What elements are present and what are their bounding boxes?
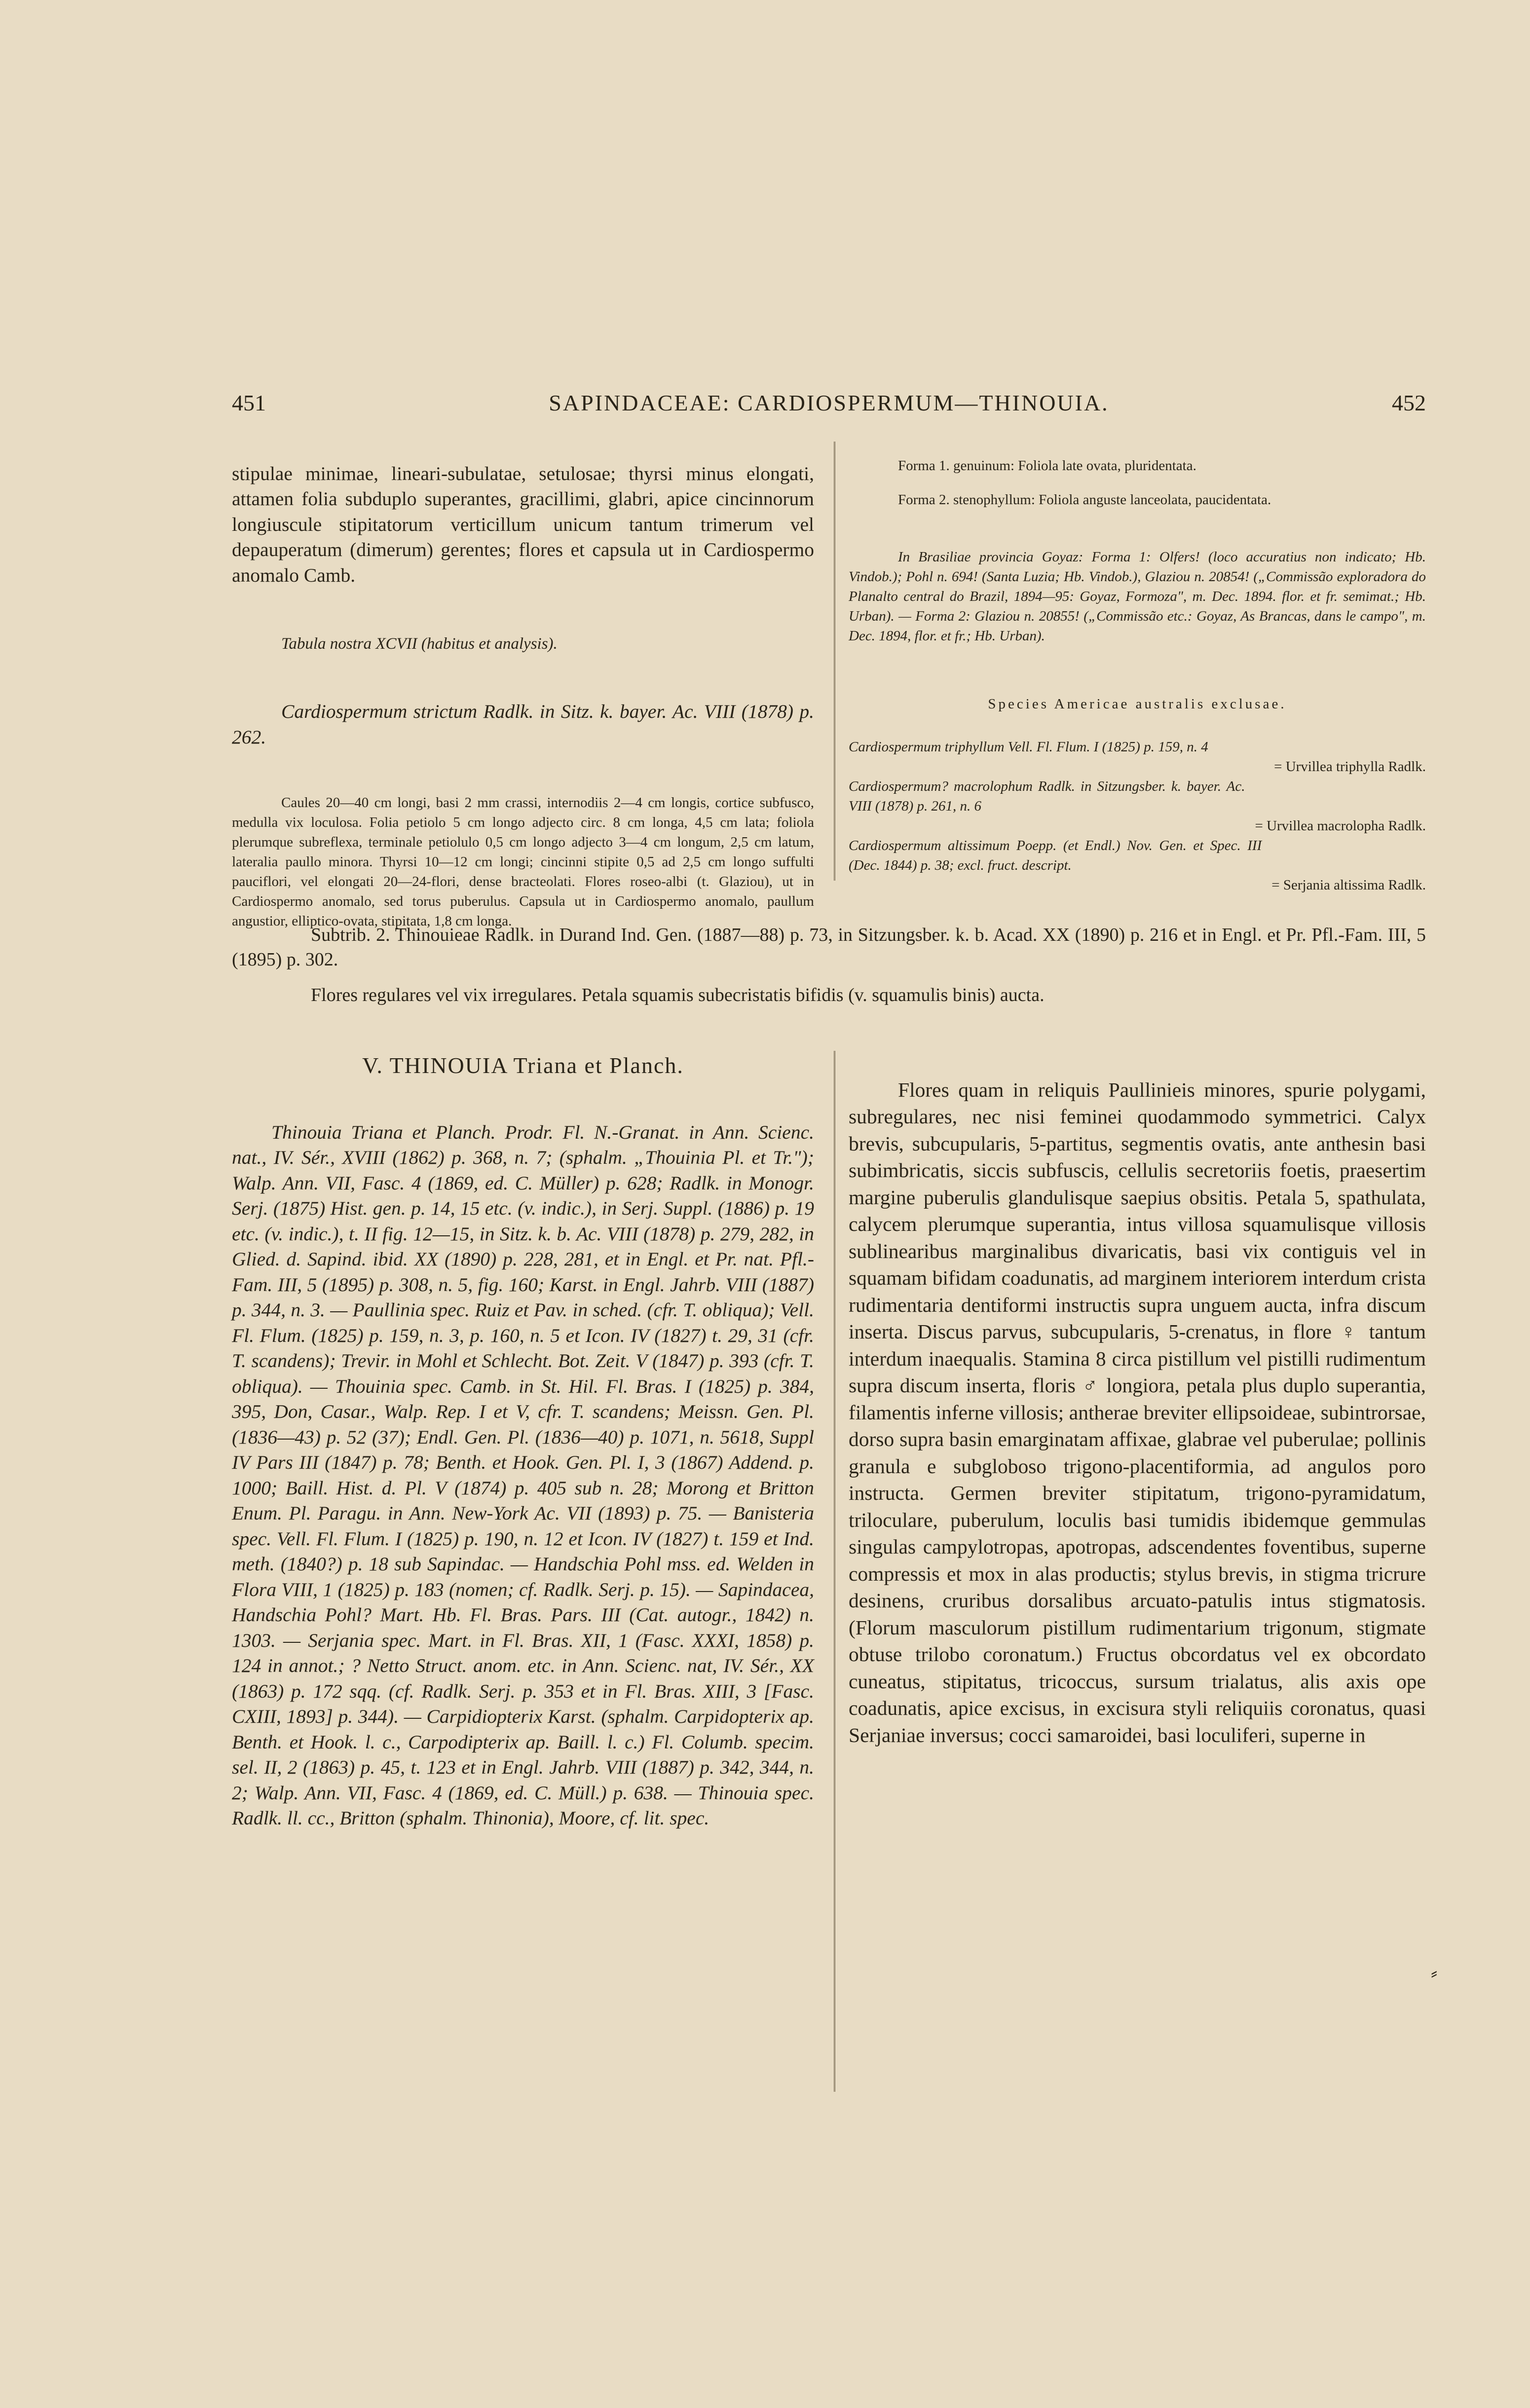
excluded-species-synonym: = Urvillea triphylla Radlk. [1274, 759, 1426, 775]
forma-genuinum: Forma 1. genuinum: Foliola late ovata, pluridentata. [898, 458, 1196, 474]
diagnosis-paragraph: stipulae minimae, lineari-subulatae, setulosae; thyrsi minus elongati, attamen folia subduplo superantes, gracillimi, glabri, apice cincinnorum longiuscule stipitatorum verticillum unicum tantum trimerum vel depauperatum (dimerum) gerentes; flores et capsula ut in Cardiospermo anomalo Camb. [232, 462, 814, 586]
forma-stenophyllum: Forma 2. stenophyllum: Foliola anguste lanceolata, paucidentata. [898, 492, 1271, 508]
excluded-species-name: Cardiospermum altissimum Poepp. (et Endl.) Nov. Gen. et Spec. III (Dec. 1844) p. 38; excl. fruct. descript. [849, 838, 1262, 873]
excluded-species-entry [849, 737, 1426, 777]
excluded-species-synonym: = Urvillea macrolopha Radlk. [1255, 818, 1426, 834]
excluded-species-entry [849, 836, 1426, 895]
upper-left-column [232, 442, 814, 929]
species-name: Cardiospermum strictum Radlk. in Sitz. k. bayer. Ac. VIII (1878) p. 262. [232, 701, 814, 748]
running-header [232, 390, 1426, 429]
genus-heading: V. THINOUIA Triana et Planch. [362, 1053, 684, 1078]
running-title: SAPINDACEAE: CARDIOSPERMUM—THINOUIA. [549, 390, 1109, 415]
margin-mark: ⸗ [1431, 1962, 1438, 1984]
lower-left-column [232, 1051, 814, 2102]
column-divider-lower [834, 1051, 835, 2092]
tabula-reference: Tabula nostra XCVII (habitus et analysis). [281, 634, 558, 653]
upper-right-column [849, 442, 1426, 895]
page-number-right: 452 [1392, 390, 1426, 415]
subtribe-block [232, 923, 1426, 1021]
page-number-left: 451 [232, 390, 266, 415]
subtribe-flores: Flores regulares vel vix irregulares. Petala squamis subecristatis bifidis (v. squamulis binis) aucta. [311, 985, 1045, 1005]
excluded-species-heading: Species Americae australis exclusae. [988, 696, 1287, 712]
distribution-text: In Brasiliae provincia Goyaz: Forma 1: Olfers! (loco accuratius non indicato; Hb. Vindob.); Pohl n. 694! (Santa Luzia; Hb. Vindob.), Glaziou n. 20854! („Commissão exploradora do Planalto central do Brazil, 1894—95: Goyaz, Formoza", m. Dec. 1894. flor. et fr. semimat.; Hb. Urban). — Forma 2: Glaziou n. 20855! („Commissão etc.: Goyaz, As Brancas, dans le campo", m. Dec. 1894, flor. et fr.; Hb. Urban). [849, 549, 1426, 644]
genus-synonymy: Thinouia Triana et Planch. Prodr. Fl. N.-Granat. in Ann. Scienc. nat., IV. Sér., XVIII (1862) p. 368, n. 7; (sphalm. „Thouinia Pl. et Tr."); Walp. Ann. VII, Fasc. 4 (1869, ed. C. Müller) p. 628; Radlk. in Monogr. Serj. (1875) Hist. gen. p. 14, 15 etc. (v. indic.), in Serj. Suppl. (1886) p. 19 etc. (v. indic.), t. II fig. 12—15, in Sitz. k. b. Ac. VIII (1878) p. 279, 282, in Glied. d. Sapind. ibid. XX (1890) p. 228, 281, et in Engl. et Pr. nat. Pfl.-Fam. III, 5 (1895) p. 308, n. 5, fig. 160; Karst. in Engl. Jahrb. VIII (1887) p. 344, n. 3. — Paullinia spec. Ruiz et Pav. in sched. (cfr. T. obliqua); Vell. Fl. Flum. (1825) p. 159, n. 3, p. 160, n. 5 et Icon. IV (1827) t. 29, 31 (cfr. T. scandens); Trevir. in Mohl et Schlecht. Bot. Zeit. V (1847) p. 393 (cfr. T. obliqua). — Thouinia spec. Camb. in St. Hil. Fl. Bras. I (1825) p. 384, 395, Don, Casar., Walp. Rep. I et V, cfr. T. scandens; Meissn. Gen. Pl. (1836—43) p. 52 (37); Endl. Gen. Pl. (1836—40) p. 1071, n. 5618, Suppl IV Pars III (1847) p. 78; Benth. et Hook. Gen. Pl. I, 3 (1867) Addend. p. 1000; Baill. Hist. d. Pl. V (1874) p. 405 sub n. 28; Morong et Britton Enum. Pl. Paragu. in Ann. New-York Ac. VII (1893) p. 75. — Banisteria spec. Vell. Fl. Flum. I (1825) p. 190, n. 12 et Icon. IV (1827) t. 159 et Ind. meth. (1840?) p. 18 sub Sapindac. — Handschia Pohl mss. ed. Welden in Flora VIII, 1 (1825) p. 183 (nomen; cf. Radlk. Serj. p. 15). — Sapindacea, Handschia Pohl? Mart. Hb. Fl. Bras. Pars. III (Cat. autogr., 1842) n. 1303. — Serjania spec. Mart. in Fl. Bras. XII, 1 (Fasc. XXXI, 1858) p. 124 in annot.; ? Netto Struct. anom. etc. in Ann. Scienc. nat, IV. Sér., XX (1863) p. 172 sqq. (cf. Radlk. Serj. p. 353 et in Fl. Bras. XIII, 3 [Fasc. CXIII, 1893] p. 344). — Carpidiopterix Karst. (sphalm. Carpidopterix ap. Benth. et Hook. l. c., Carpodipterix ap. Baill. l. c.) Fl. Columb. specim. sel. II, 2 (1863) p. 45, t. 123 et in Engl. Jahrb. VIII (1887) p. 342, 344, n. 2; Walp. Ann. VII, Fasc. 4 (1869, ed. C. Müll.) p. 638. — Thinouia spec. Radlk. ll. cc., Britton (sphalm. Thinonia), Moore, cf. lit. spec. [232, 1121, 814, 1829]
lower-right-column [849, 1056, 1426, 2102]
excluded-species-name: Cardiospermum triphyllum Vell. Fl. Flum. I (1825) p. 159, n. 4 [849, 739, 1208, 755]
species-description: Caules 20—40 cm longi, basi 2 mm crassi, internodiis 2—4 cm longis, cortice subfusco, medulla vix loculosa. Folia petiolo 5 cm longo adjecto circ. 8 cm longa, 4,5 cm lata; foliola plerumque subreflexa, terminale petiolulo 0,5 cm longo adjecto 3—4 cm longum, 2,5 cm latum, lateralia paullo minora. Thyrsi 10—12 cm longi; cincinni stipite 0,5 ad 2,5 cm longo suffulti pauciflori, vel elongati 20—24-flori, dense bracteolati. Flores roseo-albi (t. Glaziou), ut in Cardiospermo anomalo, sed torus puberulus. Capsula ut in Cardiospermo anomalo, paullum angustior, elliptico-ovata, stipitata, 1,8 cm longa. [232, 794, 814, 929]
excluded-species-name: Cardiospermum? macrolophum Radlk. in Sitzungsber. k. bayer. Ac. VIII (1878) p. 261, n. 6 [849, 778, 1245, 814]
genus-description: Flores quam in reliquis Paullinieis minores, spurie polygami, subregulares, nec nisi feminei quodammodo symmetrici. Calyx brevis, subcupularis, 5-partitus, segmentis ovatis, ante anthesin basi subimbricatis, siccis subfuscis, cellulis secretoriis foetis, praesertim margine puberulis glandulisque saepius obsitis. Petala 5, spathulata, calycem plerumque superantia, intus villosa squamulisque villosis sublinearibus marginalibus divaricatis, basi vix contiguis vel in squamam bifidam coadunatis, ad marginem interiorem interdum crista rudimentaria dentiformi instructis supra unguem aucta, infra discum inserta. Discus parvus, subcupularis, 5-crenatus, in flore ♀ tantum interdum inaequalis. Stamina 8 circa pistillum vel pistilli rudimentum supra discum inserta, floris ♂ longiora, petala plus duplo superantia, filamentis inferne villosis; antherae breviter ellipsoideae, subintrorsae, dorso supra basin emarginatam affixae, glabrae vel puberulae; pollinis granula e subgloboso trigono-placentiformia, ad angulos poro instructa. Germen breviter stipitatum, trigono-pyramidatum, triloculare, puberulum, loculis basi tumidis ibidemque gemmulas singulas campylotropas, apotropas, adscendentes foventibus, superne compressis et mox in alas productis; stylus brevis, in stigma tricrure desinens, cruribus dorsalibus arcuato-patulis intus stigmatosis. (Florum masculorum pistillum rudimentarium trigonum, stigmate obtuse trilobo coronatum.) Fructus obcordatus vel ex obcordato cuneatus, stipitatus, tricoccus, sursum trialatus, alis axis ope coadunatis, apice excisus, in excisura styli reliquiis coronatus, quasi Serjaniae inversus; cocci samaroidei, basi loculiferi, superne in [849, 1078, 1426, 1746]
subtribe-citation: Subtrib. 2. Thinouieae Radlk. in Durand Ind. Gen. (1887—88) p. 73, in Sitzungsber. k. b. Acad. XX (1890) p. 216 et in Engl. et Pr. Pfl.-Fam. III, 5 (1895) p. 302. [232, 925, 1426, 970]
column-divider-upper [834, 442, 835, 881]
excluded-species-entry [849, 777, 1426, 836]
excluded-species-synonym: = Serjania altissima Radlk. [1271, 877, 1426, 893]
